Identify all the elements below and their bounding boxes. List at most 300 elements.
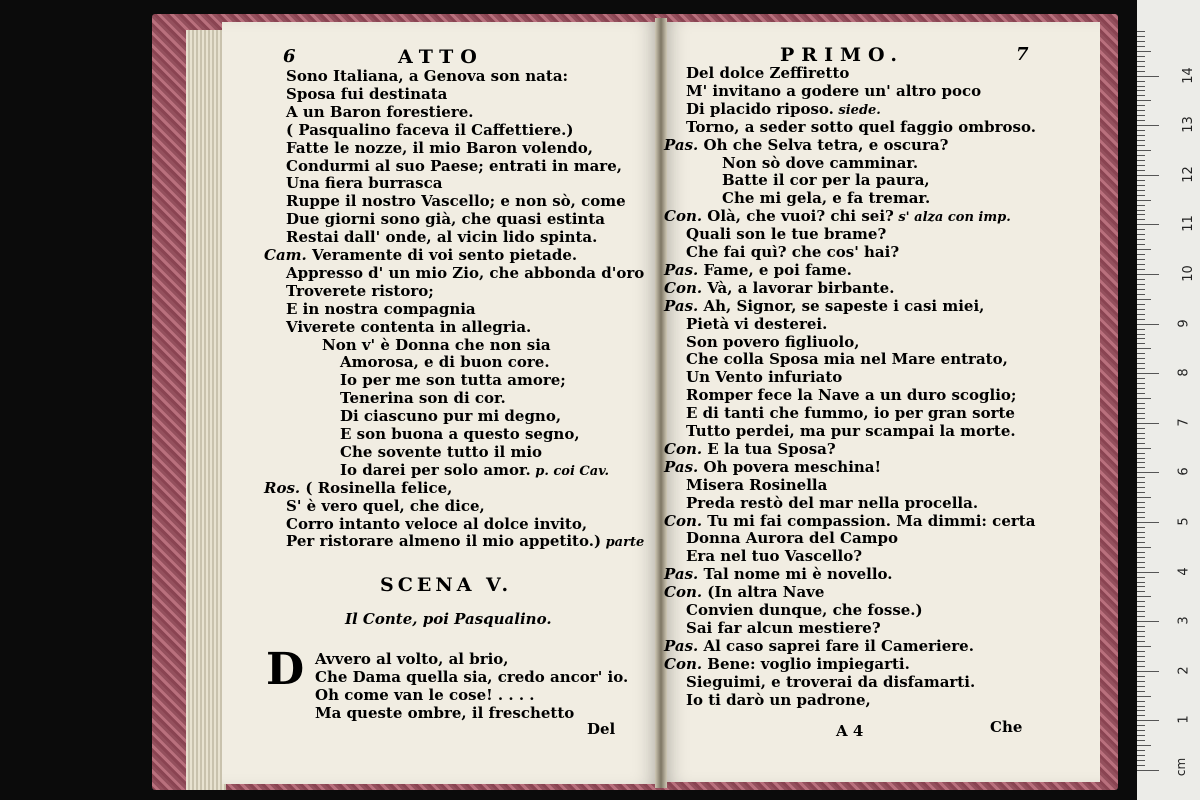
text-line: [315, 686, 535, 704]
verse-text: Sposa fui destinata: [286, 84, 448, 103]
text-line: [722, 171, 930, 189]
ruler-tick: [1137, 611, 1145, 612]
speaker-label: Pas.: [664, 135, 704, 154]
verse-text: (In altra Nave: [707, 583, 825, 602]
ruler-tick: [1137, 413, 1145, 414]
ruler-tick: [1137, 393, 1145, 394]
ruler-label: 11: [1180, 215, 1196, 233]
ruler-tick: [1137, 31, 1145, 32]
ruler-label: 2: [1176, 666, 1192, 675]
verse-text: Batte il cor per la paura,: [722, 171, 930, 190]
verse-text: Romper fece la Nave a un duro scoglio;: [686, 386, 1017, 405]
text-line: [686, 691, 871, 709]
text-line: [686, 404, 1015, 422]
ruler-tick: [1137, 651, 1145, 652]
ruler-tick: [1137, 294, 1145, 295]
ruler-tick: [1137, 304, 1145, 305]
ruler-tick: [1137, 299, 1151, 300]
text-line: [664, 136, 948, 154]
ruler-tick: [1137, 160, 1145, 161]
verse-text: ( Pasqualino faceva il Caffettiere.): [286, 120, 574, 139]
ruler-tick: [1137, 448, 1151, 449]
text-line: [686, 333, 859, 351]
ruler-tick: [1137, 284, 1145, 285]
text-line: [286, 497, 485, 515]
verse-text: Và, a lavorar birbante.: [707, 278, 895, 297]
right-running-header: PRIMO.: [780, 44, 905, 66]
ruler-tick: [1137, 547, 1151, 548]
ruler-tick: [1137, 249, 1151, 250]
verse-text: Io per me son tutta amore;: [340, 371, 566, 390]
speaker-label: Con.: [664, 511, 708, 530]
verse-text: E la tua Sposa?: [707, 439, 836, 458]
ruler-tick: [1137, 408, 1145, 409]
ruler-tick: [1137, 730, 1145, 731]
ruler-label: 13: [1180, 116, 1196, 133]
ruler-label: 14: [1180, 66, 1196, 84]
ruler-tick: [1137, 269, 1145, 270]
verse-text: Avvero al volto, al brio,: [315, 650, 509, 668]
speaker-label: Con.: [664, 654, 708, 673]
text-line: [340, 371, 566, 389]
ruler-tick: [1137, 219, 1145, 220]
speaker-label: Ros.: [264, 478, 306, 497]
text-line: [340, 425, 580, 443]
text-line: [686, 619, 881, 637]
text-line: [722, 154, 918, 172]
verse-text: Bene: voglio impiegarti.: [707, 654, 910, 673]
ruler-tick: [1137, 706, 1145, 707]
ruler-tick: [1137, 621, 1159, 622]
speaker-label: Pas.: [664, 260, 704, 279]
text-line: [286, 210, 605, 228]
signature-mark: A 4: [836, 722, 864, 740]
text-line: [664, 279, 894, 297]
text-line: [340, 443, 542, 461]
ruler-tick: [1137, 368, 1145, 369]
ruler-tick: [1137, 532, 1145, 533]
ruler-tick: [1137, 224, 1159, 225]
text-line: [286, 228, 597, 246]
ruler-label: 6: [1176, 467, 1192, 477]
ruler-tick: [1137, 472, 1159, 473]
ruler-tick: [1137, 234, 1145, 235]
ruler-tick: [1137, 626, 1145, 627]
verse-text: Tenerina son di cor.: [340, 389, 506, 408]
ruler-tick: [1137, 190, 1145, 191]
verse-text: Misera Rosinella: [686, 475, 828, 494]
text-line: [286, 515, 587, 533]
ruler-tick: [1137, 210, 1145, 211]
ruler-label: 8: [1176, 368, 1192, 377]
verse-text: Condurmi al suo Paese; entrati in mare,: [286, 156, 622, 175]
text-line: [664, 512, 1035, 530]
verse-text: Ma queste ombre, il freschetto: [315, 703, 575, 722]
ruler-tick: [1137, 666, 1145, 667]
ruler-tick: [1137, 760, 1145, 761]
ruler-tick: [1137, 130, 1145, 131]
ruler-label: 4: [1176, 566, 1192, 576]
ruler-tick: [1137, 552, 1145, 553]
ruler-tick: [1137, 110, 1145, 111]
text-line: [286, 318, 531, 336]
text-line: [664, 637, 974, 655]
ruler-tick: [1137, 51, 1151, 52]
text-line: [286, 67, 568, 85]
ruler-label: 5: [1176, 517, 1192, 526]
ruler-label: 3: [1176, 616, 1192, 625]
ruler-tick: [1137, 492, 1145, 493]
ruler-tick: [1137, 631, 1145, 632]
ruler-tick: [1137, 155, 1145, 156]
ruler-tick: [1137, 497, 1151, 498]
ruler-tick: [1137, 701, 1145, 702]
stage-direction: siede.: [833, 102, 881, 118]
ruler-tick: [1137, 229, 1145, 230]
ruler-tick: [1137, 671, 1159, 672]
left-catchword: Del: [587, 720, 616, 738]
ruler-label: 7: [1176, 418, 1192, 427]
verse-text: Quali son le tue brame?: [686, 225, 887, 244]
ruler-tick: [1137, 676, 1145, 677]
verse-text: Oh che Selva tetra, e oscura?: [703, 135, 949, 154]
speaker-label: Con.: [664, 278, 708, 297]
speaker-label: Pas.: [664, 636, 704, 655]
ruler-tick: [1137, 239, 1145, 240]
text-line: [664, 565, 893, 583]
ruler-tick: [1137, 185, 1145, 186]
ruler-tick: [1137, 46, 1145, 47]
verse-text: Era nel tuo Vascello?: [686, 547, 863, 566]
ruler-tick: [1137, 567, 1145, 568]
text-line: [340, 353, 550, 371]
text-line: [286, 264, 644, 282]
verse-text: Preda restò del mar nella procella.: [686, 493, 979, 512]
ruler-tick: [1137, 165, 1145, 166]
ruler-tick: [1137, 66, 1145, 67]
verse-text: Due giorni sono già, che quasi estinta: [286, 210, 605, 229]
ruler-tick: [1137, 100, 1151, 101]
ruler-tick: [1137, 120, 1145, 121]
ruler-tick: [1137, 487, 1145, 488]
ruler-tick: [1137, 334, 1145, 335]
ruler-tick: [1137, 691, 1145, 692]
ruler-tick: [1137, 423, 1159, 424]
ruler-tick: [1137, 542, 1145, 543]
ruler-tick: [1137, 765, 1145, 766]
verse-text: Convien dunque, che fosse.): [686, 601, 923, 619]
verse-text: Oh come van le cose! . . . .: [315, 685, 535, 704]
verse-text: Che fai quì? che cos' hai?: [686, 243, 900, 261]
ruler-tick: [1137, 348, 1151, 349]
verse-text: Tu mi fai compassion. Ma dimmi: certa: [707, 511, 1036, 530]
ruler-tick: [1137, 125, 1159, 126]
text-line: [286, 121, 574, 139]
verse-text: A un Baron forestiere.: [286, 102, 474, 121]
ruler-label: 9: [1176, 318, 1192, 328]
verse-text: Appresso d' un mio Zio, che abbonda d'oro: [286, 263, 645, 282]
ruler-tick: [1137, 214, 1145, 215]
text-line: [686, 118, 1036, 136]
verse-text: Ruppe il nostro Vascello; e non sò, come: [286, 192, 626, 211]
ruler-tick: [1137, 710, 1145, 711]
ruler-tick: [1137, 150, 1151, 151]
speaker-label: Con.: [664, 439, 708, 458]
verse-text: Del dolce Zeffiretto: [686, 64, 850, 82]
text-line: [722, 189, 930, 207]
scene-title: SCENA V.: [380, 574, 513, 596]
verse-text: Non v' è Donna che non sia: [322, 335, 551, 354]
ruler-tick: [1137, 254, 1145, 255]
ruler-tick: [1137, 537, 1145, 538]
text-line: [664, 297, 984, 315]
ruler-tick: [1137, 591, 1145, 592]
right-page-number: 7: [1016, 44, 1029, 65]
ruler-tick: [1137, 36, 1145, 37]
text-line: [340, 407, 561, 425]
verse-text: S' è vero quel, che dice,: [286, 496, 485, 515]
ruler-tick: [1137, 314, 1145, 315]
ruler-tick: [1137, 81, 1145, 82]
verse-text: Pietà vi desterei.: [686, 314, 828, 333]
ruler-tick: [1137, 681, 1145, 682]
text-line: [264, 479, 452, 497]
text-line: [686, 315, 827, 333]
ruler-tick: [1137, 309, 1145, 310]
ruler-tick: [1137, 458, 1145, 459]
ruler-tick: [1137, 324, 1159, 325]
verse-text: Una fiera burrasca: [286, 174, 443, 193]
ruler-tick: [1137, 517, 1145, 518]
verse-text: Veramente di voi sento pietade.: [311, 246, 578, 264]
ruler-tick: [1137, 205, 1145, 206]
ruler-tick: [1137, 71, 1145, 72]
ruler-tick: [1137, 656, 1145, 657]
ruler-tick: [1137, 170, 1145, 171]
ruler-tick: [1137, 289, 1145, 290]
verse-text: Fatte le nozze, il mio Baron volendo,: [286, 138, 594, 157]
ruler-tick: [1137, 373, 1159, 374]
text-line: [286, 192, 626, 210]
ruler-tick: [1137, 507, 1145, 508]
ruler-tick: [1137, 443, 1145, 444]
text-line: [686, 368, 842, 386]
verse-text: Non sò dove camminar.: [722, 153, 919, 172]
verse-text: Amorosa, e di buon core.: [340, 353, 550, 372]
text-line: [664, 261, 852, 279]
verse-text: Tutto perdei, ma pur scampai la morte.: [686, 422, 1016, 440]
ruler-tick: [1137, 745, 1151, 746]
ruler-tick: [1137, 195, 1145, 196]
text-line: [315, 704, 574, 722]
text-line: [286, 300, 476, 318]
right-catchword: Che: [990, 718, 1023, 736]
ruler-tick: [1137, 76, 1159, 77]
text-line: [286, 85, 447, 103]
ruler-tick: [1137, 398, 1151, 399]
ruler-tick: [1137, 343, 1145, 344]
verse-text: Che colla Sposa mia nel Mare entrato,: [686, 350, 1008, 369]
text-line: [686, 494, 978, 512]
text-line: [322, 336, 551, 354]
verse-text: Che Dama quella sia, credo ancor' io.: [315, 667, 629, 686]
text-line: [315, 668, 628, 686]
ruler-tick: [1137, 383, 1145, 384]
verse-text: Donna Aurora del Campo: [686, 529, 899, 548]
speaker-label: Con.: [664, 583, 708, 602]
verse-text: Restai dall' onde, al vicin lido spinta.: [286, 228, 598, 247]
text-line: [286, 139, 593, 157]
verse-text: Io ti darò un padrone,: [686, 690, 871, 709]
verse-text: Al caso saprei fare il Cameriere.: [703, 636, 974, 655]
stage-direction: s' alza con imp.: [893, 210, 1011, 226]
verse-text: E son buona a questo segno,: [340, 425, 580, 443]
ruler-unit: cm: [1174, 757, 1189, 777]
ruler-tick: [1137, 244, 1145, 245]
ruler-tick: [1137, 582, 1145, 583]
text-line: [686, 422, 1016, 440]
text-line: [264, 246, 577, 264]
ruler-tick: [1137, 175, 1159, 176]
verse-text: Troverete ristoro;: [286, 281, 434, 300]
verse-text: Ah, Signor, se sapeste i casi miei,: [703, 296, 985, 315]
text-line: [340, 389, 506, 407]
verse-text: M' invitano a godere un' altro poco: [686, 81, 982, 100]
ruler-tick: [1137, 90, 1145, 91]
ruler-tick: [1137, 86, 1145, 87]
verse-text: Son povero figliuolo,: [686, 332, 860, 351]
ruler-tick: [1137, 428, 1145, 429]
text-line: [664, 655, 910, 673]
text-line: [686, 476, 827, 494]
stage-direction: p. coi Cav.: [530, 463, 609, 479]
ruler-tick: [1137, 641, 1145, 642]
text-line: [686, 673, 975, 691]
ruler-tick: [1137, 636, 1145, 637]
ruler-tick: [1137, 259, 1145, 260]
ruler-tick: [1137, 145, 1145, 146]
ruler-tick: [1137, 353, 1145, 354]
verse-text: Sieguimi, e troverai da disfamarti.: [686, 672, 976, 691]
ruler-tick: [1137, 319, 1145, 320]
ruler-label: 1: [1176, 715, 1192, 725]
verse-text: Di placido riposo.: [686, 99, 834, 118]
ruler-tick: [1137, 95, 1145, 96]
ruler-tick: [1137, 467, 1145, 468]
left-running-header: ATTO: [398, 46, 484, 68]
verse-text: Corro intanto veloce al dolce invito,: [286, 514, 588, 533]
ruler-label: 12: [1180, 166, 1196, 183]
text-line: [286, 282, 434, 300]
ruler-tick: [1137, 378, 1145, 379]
verse-text: Viverete contenta in allegria.: [286, 317, 532, 336]
ruler-tick: [1137, 750, 1145, 751]
ruler-tick: [1137, 180, 1145, 181]
stage-direction: parte: [601, 535, 645, 551]
ruler-tick: [1137, 577, 1145, 578]
ruler-tick: [1137, 338, 1145, 339]
ruler-tick: [1137, 725, 1145, 726]
verse-text: E in nostra compagnia: [286, 299, 476, 318]
ruler-tick: [1137, 696, 1151, 697]
ruler-tick: [1137, 264, 1145, 265]
verse-text: Che sovente tutto il mio: [340, 442, 543, 461]
verse-text: Torno, a seder sotto quel faggio ombroso.: [686, 117, 1036, 136]
text-line: [686, 547, 862, 565]
ruler-tick: [1137, 512, 1145, 513]
ruler-tick: [1137, 686, 1145, 687]
ruler-tick: [1137, 105, 1145, 106]
ruler-tick: [1137, 135, 1145, 136]
ruler-tick: [1137, 596, 1151, 597]
ruler-tick: [1137, 661, 1145, 662]
left-page-number: 6: [283, 46, 296, 67]
ruler-tick: [1137, 606, 1145, 607]
ruler-tick: [1137, 715, 1145, 716]
text-line: [686, 601, 923, 619]
ruler-tick: [1137, 453, 1145, 454]
text-line: [686, 350, 1008, 368]
ruler-tick: [1137, 433, 1145, 434]
text-line: [286, 532, 644, 552]
verse-text: ( Rosinella felice,: [305, 478, 453, 497]
ruler-tick: [1137, 527, 1145, 528]
ruler-tick: [1137, 477, 1145, 478]
verse-text: Fame, e poi fame.: [703, 260, 852, 279]
ruler-tick: [1137, 720, 1159, 721]
page-edges: [186, 30, 226, 790]
ruler-tick: [1137, 522, 1159, 523]
verse-text: Oh povera meschina!: [703, 457, 882, 476]
speaker-label: Pas.: [664, 457, 704, 476]
speaker-label: Pas.: [664, 296, 704, 315]
ruler-tick: [1137, 740, 1145, 741]
verse-text: Che mi gela, e fa tremar.: [722, 189, 931, 208]
ruler-tick: [1137, 56, 1145, 57]
text-line: [286, 103, 474, 121]
ruler-tick: [1137, 329, 1145, 330]
ruler-tick: [1137, 646, 1151, 647]
verse-text: Sono Italiana, a Genova son nata:: [286, 67, 569, 85]
ruler-tick: [1137, 462, 1145, 463]
ruler-tick: [1137, 418, 1145, 419]
verse-text: Tal nome mi è novello.: [703, 565, 893, 584]
text-line: [664, 458, 881, 476]
scene-subtitle: Il Conte, poi Pasqualino.: [345, 610, 552, 628]
ruler-tick: [1137, 140, 1145, 141]
ruler-tick: [1137, 755, 1145, 756]
ruler-tick: [1137, 279, 1145, 280]
ruler-tick: [1137, 61, 1145, 62]
ruler-tick: [1137, 403, 1145, 404]
verse-text: Olà, che vuoi? chi sei?: [707, 207, 894, 226]
verse-text: Per ristorare almeno il mio appetito.): [286, 532, 602, 551]
text-line: [686, 386, 1016, 404]
ruler-tick: [1137, 502, 1145, 503]
ruler-tick: [1137, 482, 1145, 483]
ruler-tick: [1137, 115, 1145, 116]
text-line: [686, 225, 886, 243]
ruler-tick: [1137, 770, 1159, 771]
text-line: [664, 583, 824, 601]
verse-text: Un Vento infuriato: [686, 368, 843, 387]
ruler-tick: [1137, 274, 1159, 275]
text-line: [286, 174, 442, 192]
ruler-tick: [1137, 41, 1145, 42]
ruler-tick: [1137, 363, 1145, 364]
text-line: [315, 650, 509, 668]
ruler-tick: [1137, 586, 1145, 587]
